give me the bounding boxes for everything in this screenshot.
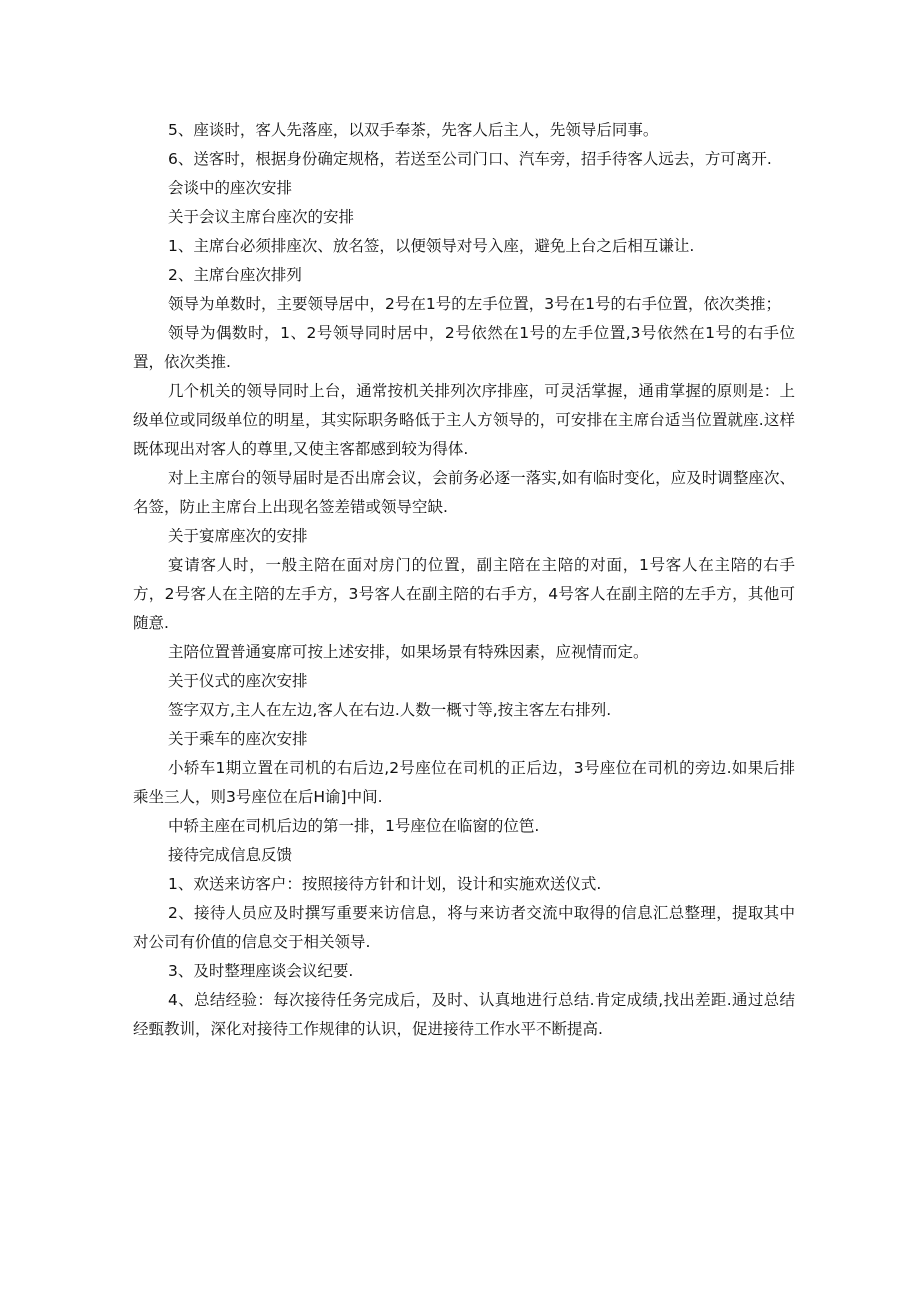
document-body [133,116,795,1044]
subsection-heading: 关于会议主席台座次的安排 [168,208,355,226]
paragraph: 小轿车1期立置在司机的右后边,2号座位在司机的正后边，3号座位在司机的旁边.如果后排乘坐三人，则3号座位在后H谕]中间. [133,759,795,806]
subsection-heading: 关于乘车的座次安排 [168,730,308,748]
paragraph: 领导为偶数时，1、2号领导同时居中，2号依然在1号的左手位置,3号依然在1号的右手位置，依次类推. [133,324,795,371]
paragraph-item-1: 1、欢送来访客户：按照接待方针和计划，设计和实施欢送仪式. [168,875,602,893]
paragraph: 主陪位置普通宴席可按上述安排，如果场景有特殊因素，应视情而定。 [168,643,649,661]
section-heading: 会谈中的座次安排 [168,179,293,197]
paragraph: 对上主席台的领导届时是否出席会议，会前务必逐一落实,如有临时变化，应及时调整座次、名签，防止主席台上出现名签差错或领导空缺. [133,469,795,516]
paragraph: 中轿主座在司机后边的第一排，1号座位在临窗的位笆. [168,817,540,835]
subsection-heading: 关于仪式的座次安排 [168,672,308,690]
paragraph-item-3: 3、及时整理座谈会议纪要. [168,962,354,980]
paragraph-item-4: 4、总结经验：每次接待任务完成后，及时、认真地进行总结.肯定成绩,找出差距.通过总结经甄教训，深化对接待工作规律的认识，促进接待工作水平不断提高. [133,991,795,1038]
paragraph: 签字双方,主人在左边,客人在右边.人数一概寸等,按主客左右排列. [168,701,612,719]
subsection-heading: 关于宴席座次的安排 [168,527,308,545]
paragraph-item-2: 2、接待人员应及时撰写重要来访信息，将与来访者交流中取得的信息汇总整理，提取其中对公司有价值的信息交于相关领导. [133,904,795,951]
paragraph: 宴请客人时，一般主陪在面对房门的位置，副主陪在主陪的对面，1号客人在主陪的右手方，2号客人在主陪的左手方，3号客人在副主陪的右手方，4号客人在副主陪的左手方，其他可随意. [133,556,795,632]
paragraph-item-5: 5、座谈时，客人先落座，以双手奉茶，先客人后主人，先领导后同事。 [168,121,659,139]
section-heading: 接待完成信息反馈 [168,846,293,864]
paragraph: 领导为单数时，主要领导居中，2号在1号的左手位置，3号在1号的右手位置，依次类推； [168,295,781,313]
paragraph: 几个机关的领导同时上台，通常按机关排列次序排座，可灵活掌握，通甫掌握的原则是：上级单位或同级单位的明星，其实际职务略低于主人方领导的，可安排在主席台适当位置就座.这样既体现出对客人的尊里,又使主客都感到较为得体. [133,382,795,458]
paragraph-item-1: 1、主席台必须排座次、放名签，以便领导对号入座，避免上台之后相互谦让. [168,237,695,255]
paragraph-item-6: 6、送客时，根据身份确定规格，若送至公司门口、汽车旁，招手待客人远去，方可离开. [168,150,772,168]
paragraph-item-2: 2、主席台座次排列 [168,266,302,284]
